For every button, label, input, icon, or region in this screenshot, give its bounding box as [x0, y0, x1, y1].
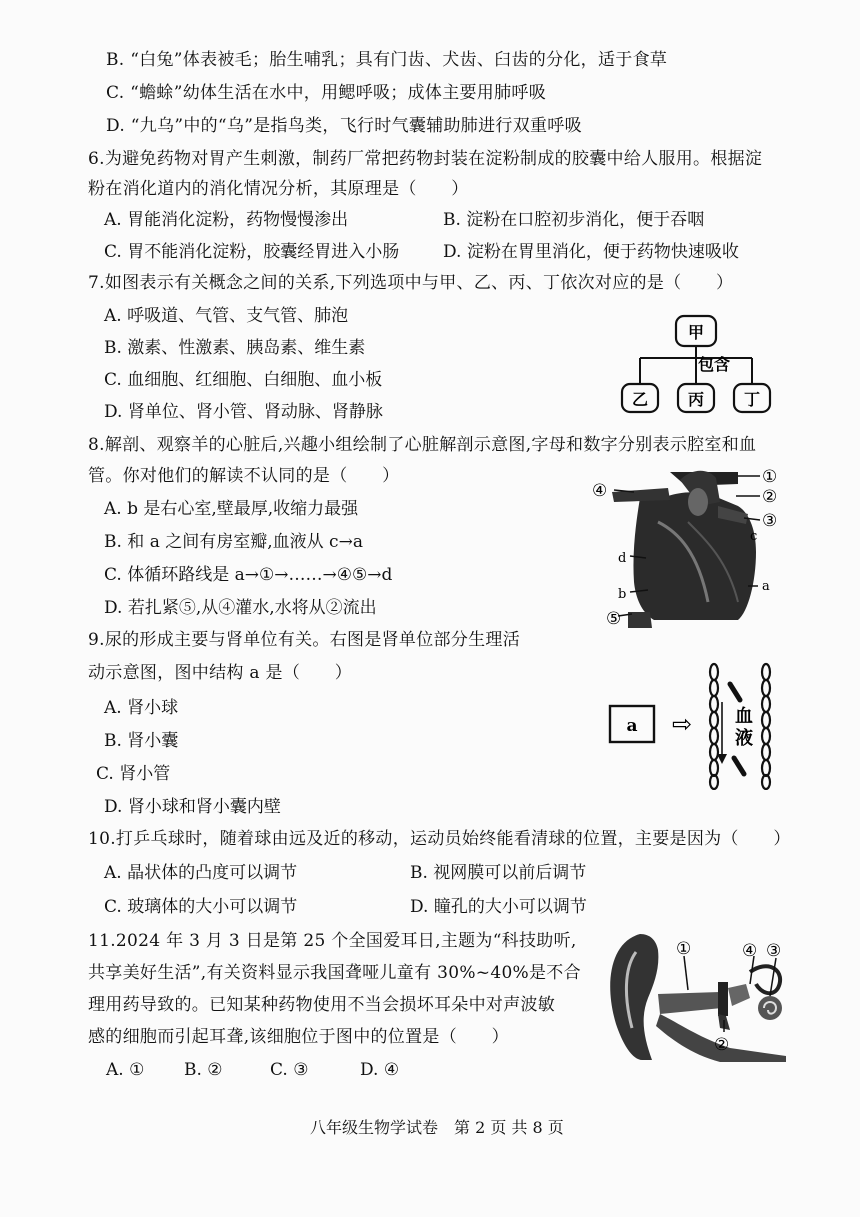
concept-relation-diagram	[610, 312, 780, 418]
q10-option-b: B. 视网膜可以前后调节	[410, 863, 587, 883]
q9-option-d: D. 肾小球和肾小囊内壁	[104, 797, 281, 817]
q9-stem-line2: 动示意图，图中结构 a 是（ ）	[88, 663, 353, 683]
cochlea	[758, 996, 782, 1020]
heart-label-b: b	[618, 587, 627, 602]
q9-option-a: A. 肾小球	[104, 698, 179, 718]
q11-stem-line2: 共享美好生活”,有关资料显示我国聋哑儿童有 30%~40%是不合	[88, 963, 581, 983]
heart-label-a: a	[762, 579, 770, 594]
q7-option-c: C. 血细胞、红细胞、白细胞、血小板	[104, 370, 383, 390]
box-child-2-label: 丙	[687, 390, 705, 409]
q5-option-d: D. “九乌”中的“乌”是指鸟类，飞行时气囊辅助肺进行双重呼吸	[106, 116, 582, 136]
q8-option-b: B. 和 a 之间有房室瓣,血液从 c→a	[104, 532, 363, 552]
heart-label-4: ④	[592, 481, 608, 501]
ear-label-3: ③	[766, 941, 782, 961]
relation-label: 包含	[697, 355, 731, 374]
q10-stem: 10.打乒乓球时，随着球由远及近的移动，运动员始终能看清球的位置，主要是因为（ ）	[88, 829, 791, 849]
q8-option-a: A. b 是右心室,壁最厚,收缩力最强	[104, 499, 359, 519]
heart-label-d: d	[618, 551, 627, 566]
q5-option-c: C. “蟾蜍”幼体生活在水中，用鳃呼吸；成体主要用肺呼吸	[106, 83, 546, 103]
q7-option-d: D. 肾单位、肾小管、肾动脉、肾静脉	[104, 402, 383, 422]
ear-label-4: ④	[742, 941, 758, 961]
q11-option-c: C. ③	[270, 1060, 309, 1080]
ear-canal	[658, 992, 722, 1014]
blood-label-1: 血	[735, 706, 753, 727]
heart-label-c: c	[750, 529, 758, 544]
heart-anatomy-diagram	[588, 462, 788, 632]
q11-stem-line1: 11.2024 年 3 月 3 日是第 25 个全国爱耳日,主题为“科技助听,	[88, 931, 577, 951]
q10-option-c: C. 玻璃体的大小可以调节	[104, 897, 298, 917]
q6-option-b: B. 淀粉在口腔初步消化，便于吞咽	[443, 210, 705, 230]
q6-stem-line2: 粉在消化道内的消化情况分析，其原理是（ ）	[88, 179, 469, 199]
heart-label-1: ①	[762, 467, 778, 487]
q10-option-a: A. 晶状体的凸度可以调节	[104, 863, 298, 883]
q11-option-a: A. ①	[106, 1060, 145, 1080]
q11-stem-line3: 理用药导致的。已知某种药物使用不当会损坏耳朵中对声波敏	[88, 995, 556, 1015]
page-footer: 八年级生物学试卷 第 2 页 共 8 页	[310, 1118, 564, 1137]
q7-option-b: B. 激素、性激素、胰岛素、维生素	[104, 338, 366, 358]
arrow-icon: ⇨	[671, 710, 693, 738]
q7-option-a: A. 呼吸道、气管、支气管、肺泡	[104, 306, 349, 326]
box-child-1-label: 乙	[631, 390, 649, 409]
ear-anatomy-diagram	[600, 928, 796, 1062]
q8-stem-line1: 8.解剖、观察羊的心脏后,兴趣小组绘制了心脏解剖示意图,字母和数字分别表示腔室和血	[88, 435, 757, 455]
q8-option-d: D. 若扎紧⑤,从④灌水,水将从②流出	[104, 598, 377, 618]
box-top-label: 甲	[687, 323, 705, 342]
q5-option-b: B. “白兔”体表被毛；胎生哺乳；具有门齿、犬齿、臼齿的分化，适于食草	[106, 50, 668, 70]
q11-stem-line4: 感的细胞而引起耳聋,该细胞位于图中的位置是（ ）	[88, 1027, 509, 1047]
q8-stem-line2: 管。你对他们的解读不认同的是（ ）	[88, 466, 400, 486]
q10-option-d: D. 瞳孔的大小可以调节	[410, 897, 587, 917]
ossicles	[728, 984, 750, 1006]
q9-stem-line1: 9.尿的形成主要与肾单位有关。右图是肾单位部分生理活	[88, 630, 521, 650]
q11-option-b: B. ②	[184, 1060, 223, 1080]
blood-label-2: 液	[735, 728, 753, 749]
box-child-3-label: 丁	[743, 390, 761, 409]
q11-option-d: D. ④	[360, 1060, 400, 1080]
ear-label-1: ①	[676, 939, 692, 959]
structure-a-label: a	[626, 716, 638, 736]
heart-label-3: ③	[762, 511, 778, 531]
heart-label-5: ⑤	[606, 609, 622, 629]
q8-option-c: C. 体循环路线是 a→①→……→④⑤→d	[104, 565, 393, 585]
vessel-wall-right	[762, 664, 770, 789]
q6-option-d: D. 淀粉在胃里消化，便于药物快速吸收	[443, 242, 739, 262]
vessel-wall-left	[710, 664, 718, 789]
q7-stem: 7.如图表示有关概念之间的关系,下列选项中与甲、乙、丙、丁依次对应的是（ ）	[88, 273, 734, 293]
semicircular-canals	[750, 966, 780, 993]
q9-option-b: B. 肾小囊	[104, 731, 179, 751]
q6-stem-line1: 6.为避免药物对胃产生刺激，制药厂常把药物封装在淀粉制成的胶囊中给人服用。根据淀	[88, 149, 763, 169]
ear-label-2: ②	[714, 1035, 730, 1055]
q6-option-a: A. 胃能消化淀粉，药物慢慢渗出	[104, 210, 349, 230]
nephron-process-diagram	[606, 662, 774, 790]
heart-label-2: ②	[762, 487, 778, 507]
q9-option-c: C. 肾小管	[96, 764, 171, 784]
ear-drum	[718, 982, 728, 1016]
q6-option-c: C. 胃不能消化淀粉，胶囊经胃进入小肠	[104, 242, 400, 262]
